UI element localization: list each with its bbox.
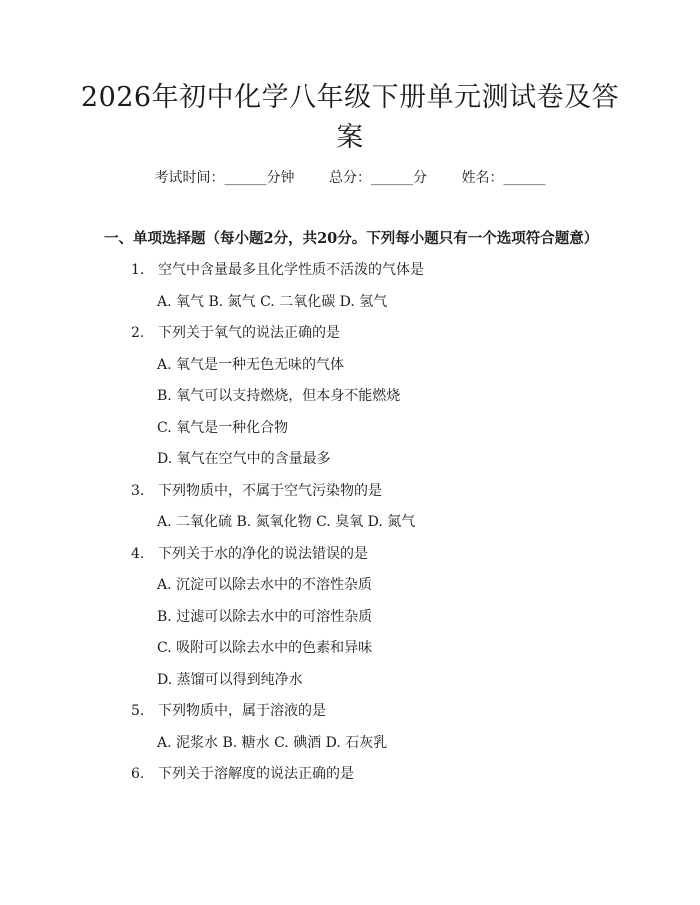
student-name-field: 姓名：______	[461, 170, 546, 186]
question-stem	[131, 323, 340, 343]
answer-option: A. 二氧化硫 B. 氮氧化物 C. 臭氧 D. 氮气	[157, 514, 416, 530]
answer-option: D. 蒸馏可以得到纯净水	[157, 671, 303, 688]
question-text: 下列关于水的净化的说法错误的是	[158, 545, 368, 562]
answer-option: A. 氧气是一种无色无味的气体	[157, 356, 345, 373]
question-stem	[131, 481, 382, 501]
question-stem	[131, 544, 368, 564]
question-stem	[131, 764, 354, 784]
question-text: 下列物质中，不属于空气污染物的是	[158, 482, 382, 499]
answer-option: C. 吸附可以除去水中的色素和异味	[157, 640, 373, 656]
question-text: 下列物质中，属于溶液的是	[158, 703, 326, 719]
total-score-field: 总分：______分	[329, 170, 427, 186]
answer-option: A. 氧气 B. 氮气 C. 二氧化碳 D. 氢气	[157, 293, 388, 310]
answer-option: D. 氧气在空气中的含量最多	[157, 451, 331, 467]
exam-title: 2026年初中化学八年级下册单元测试卷及答案	[80, 82, 620, 153]
exam-info-line	[0, 168, 700, 188]
answer-option: A. 沉淀可以除去水中的不溶性杂质	[157, 577, 373, 593]
question-number: 6.	[131, 766, 145, 782]
answer-option: B. 过滤可以除去水中的可溶性杂质	[157, 608, 373, 625]
question-stem	[131, 701, 326, 721]
question-text: 下列关于溶解度的说法正确的是	[158, 766, 354, 782]
question-stem	[131, 260, 424, 280]
section-heading-single-choice: 一、单项选择题（每小题2分，共20分。下列每小题只有一个选项符合题意）	[104, 230, 599, 247]
answer-option: B. 氧气可以支持燃烧，但本身不能燃烧	[157, 388, 401, 404]
question-text: 下列关于氧气的说法正确的是	[158, 325, 340, 341]
answer-option: A. 泥浆水 B. 糖水 C. 碘酒 D. 石灰乳	[157, 734, 388, 751]
exam-time-field: 考试时间：______分钟	[154, 170, 295, 186]
answer-option: C. 氧气是一种化合物	[157, 419, 289, 436]
question-number: 2.	[131, 325, 145, 341]
question-number: 4.	[131, 545, 145, 562]
question-number: 3.	[131, 482, 145, 499]
question-number: 1.	[131, 262, 145, 278]
question-text: 空气中含量最多且化学性质不活泼的气体是	[158, 262, 424, 278]
question-number: 5.	[131, 703, 145, 719]
